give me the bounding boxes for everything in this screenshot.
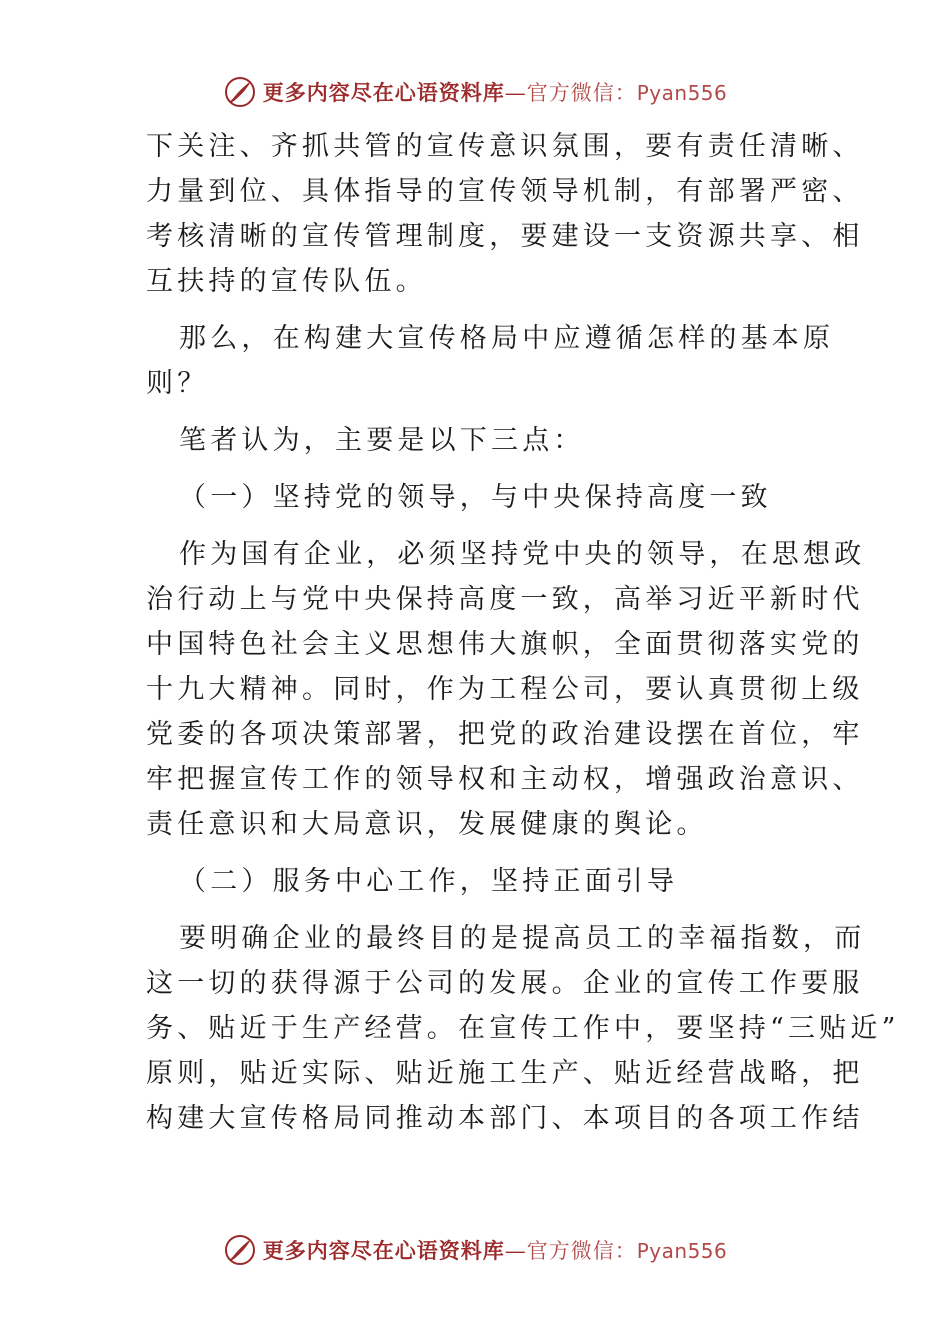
- text-line: 互扶持的宣传队伍。: [146, 266, 427, 297]
- banner-dash: —: [504, 81, 527, 105]
- banner-wechat-id: Pyan556: [636, 81, 728, 105]
- section-heading-2: （二）服务中心工作，坚持正面引导: [179, 866, 679, 897]
- banner-wechat-label: 官方微信：: [526, 81, 637, 105]
- text-line: 力量到位、具体指导的宣传领导机制，有部署严密、: [146, 176, 864, 207]
- quill-logo-icon: [223, 1233, 257, 1267]
- text-line: 治行动上与党中央保持高度一致，高举习近平新时代: [146, 584, 864, 615]
- document-body: [146, 124, 900, 1141]
- text-line: 责任意识和大局意识，发展健康的舆论。: [146, 809, 708, 840]
- text-line: 下关注、齐抓共管的宣传意识氛围，要有责任清晰、: [146, 131, 864, 162]
- banner-wechat-id: Pyan556: [636, 1239, 728, 1263]
- text-line: 党委的各项决策部署，把党的政治建设摆在首位，牢: [146, 719, 864, 750]
- text-line: 牢把握宣传工作的领导权和主动权，增强政治意识、: [146, 764, 864, 795]
- text-line: 则？: [146, 368, 209, 399]
- footer-banner: [0, 1230, 950, 1270]
- section-heading-1: （一）坚持党的领导，与中央保持高度一致: [179, 482, 772, 513]
- paragraph-1: [146, 124, 864, 304]
- banner-dash: —: [504, 1239, 527, 1263]
- paragraph-2: [146, 316, 835, 406]
- banner-brand: 更多内容尽在心语资料库: [262, 1238, 505, 1263]
- text-line: 构建大宣传格局同推动本部门、本项目的各项工作结: [146, 1103, 864, 1134]
- text-line: 这一切的获得源于公司的发展。企业的宣传工作要服: [146, 968, 864, 999]
- text-line: 作为国有企业，必须坚持党中央的领导，在思想政: [179, 539, 866, 570]
- text-line: 考核清晰的宣传管理制度，要建设一支资源共享、相: [146, 221, 864, 252]
- text-line: 那么，在构建大宣传格局中应遵循怎样的基本原: [179, 323, 835, 354]
- text-line: 要明确企业的最终目的是提高员工的幸福指数，而: [179, 923, 866, 954]
- banner-text: [263, 1235, 728, 1265]
- banner-text: [263, 77, 728, 107]
- quill-logo-icon: [223, 75, 257, 109]
- paragraph-5: [146, 916, 900, 1141]
- text-line: 十九大精神。同时，作为工程公司，要认真贯彻上级: [146, 674, 864, 705]
- header-banner: [0, 72, 950, 112]
- text-line: 务、贴近于生产经营。在宣传工作中，要坚持“三贴近”: [146, 1013, 900, 1044]
- text-line: 笔者认为，主要是以下三点：: [179, 425, 585, 456]
- paragraph-4: [146, 532, 866, 847]
- paragraph-3: [146, 418, 806, 463]
- text-line: 中国特色社会主义思想伟大旗帜，全面贯彻落实党的: [146, 629, 864, 660]
- banner-wechat-label: 官方微信：: [526, 1239, 637, 1263]
- banner-brand: 更多内容尽在心语资料库: [262, 80, 505, 105]
- text-line: 原则，贴近实际、贴近施工生产、贴近经营战略，把: [146, 1058, 864, 1089]
